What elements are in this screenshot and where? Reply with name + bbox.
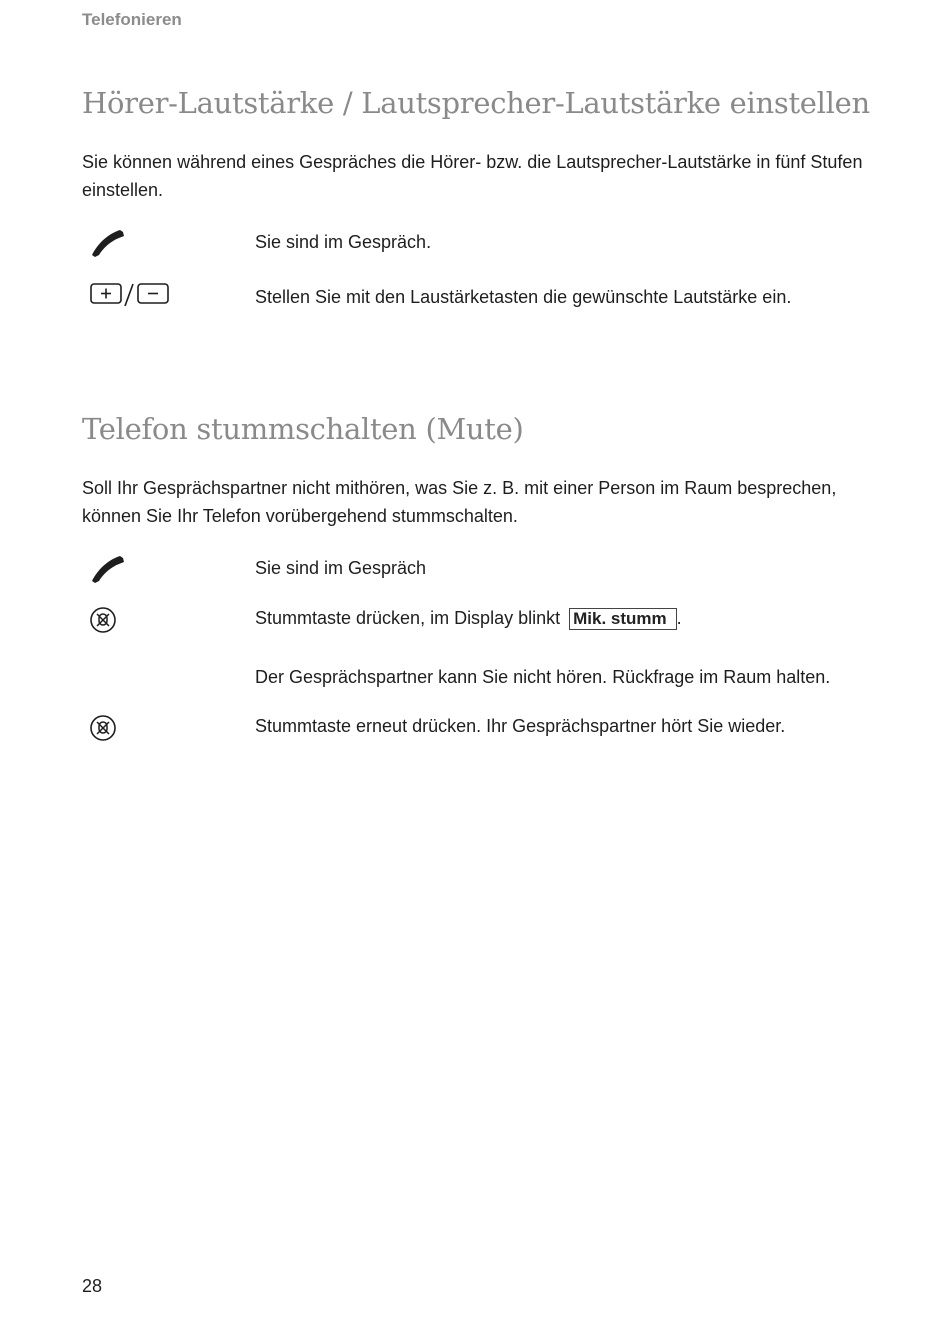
step-unmute <box>82 710 882 750</box>
mute-key-icon <box>88 710 198 750</box>
section-title-mute: Telefon stummschalten (Mute) <box>82 412 524 446</box>
step-text: Sie sind im Gespräch <box>255 558 427 578</box>
step-text: Stellen Sie mit den Laustärketasten die gewünschte Lautstärke ein. <box>255 287 792 307</box>
step-text: Sie sind im Gespräch. <box>255 232 432 252</box>
mute-key-icon <box>88 602 198 642</box>
step-press-mute <box>82 602 882 642</box>
running-header: Telefonieren <box>82 10 182 29</box>
step-text-after: . <box>676 608 682 628</box>
step-in-call <box>82 226 882 266</box>
step-adjust-volume <box>82 281 882 321</box>
step-text: Stummtaste erneut drücken. Ihr Gesprächspartner hört Sie wieder. <box>255 716 786 736</box>
intro-volume: Sie können während eines Gespräches die Hörer- bzw. die Lautsprecher-Lautstärke in fünf Stufen einstellen. <box>82 152 863 200</box>
handset-icon <box>88 226 198 266</box>
step-text <box>255 606 682 630</box>
plus-minus-keys-icon <box>88 281 198 321</box>
step-text: Der Gesprächspartner kann Sie nicht hören. Rückfrage im Raum halten. <box>255 667 831 687</box>
step-info <box>82 661 882 701</box>
intro-mute: Soll Ihr Gesprächspartner nicht mithören, was Sie z. B. mit einer Person im Raum besprechen, können Sie Ihr Telefon vorübergehend stummschalten. <box>82 478 837 526</box>
step-text-before: Stummtaste drücken, im Display blinkt <box>255 608 561 628</box>
page-number: 28 <box>82 1276 103 1296</box>
step-in-call-mute <box>82 552 882 592</box>
handset-icon <box>88 552 198 592</box>
display-message: Mik. stumm <box>569 608 677 630</box>
section-title-volume: Hörer-Lautstärke / Lautsprecher-Lautstärke einstellen <box>82 86 870 120</box>
